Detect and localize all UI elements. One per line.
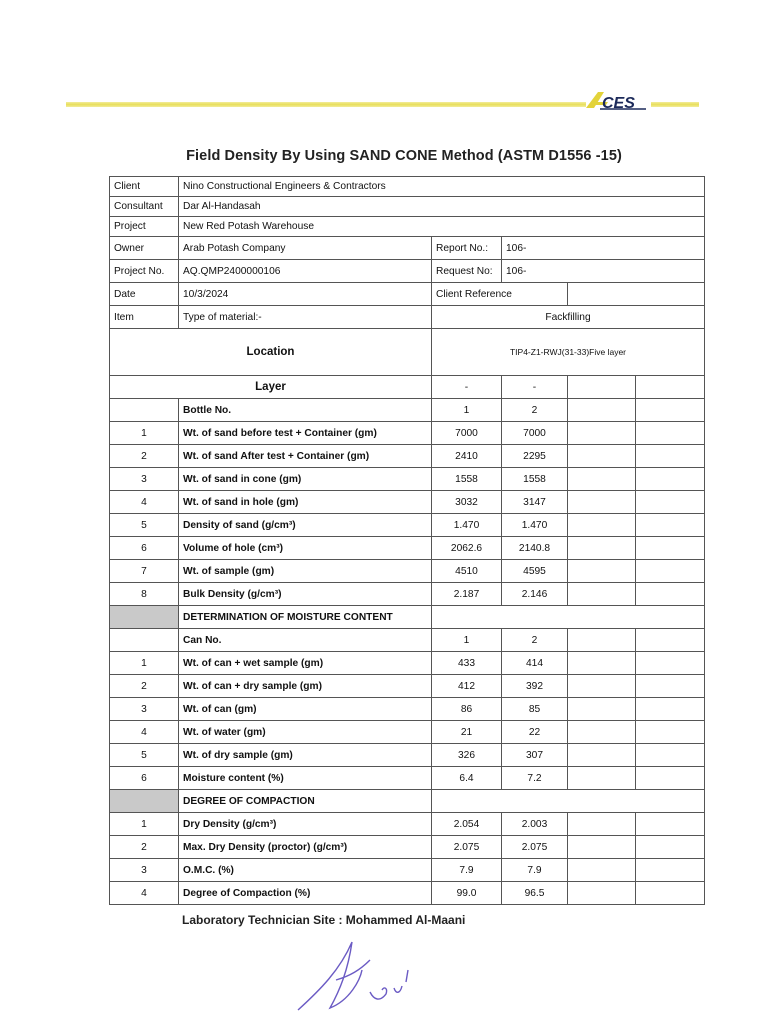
header-rule-right xyxy=(651,102,699,107)
svg-text:CES: CES xyxy=(602,95,635,112)
empty-cell xyxy=(568,514,636,537)
density-value-2: 2295 xyxy=(502,445,568,468)
empty-cell xyxy=(568,629,636,652)
empty-cell xyxy=(636,675,705,698)
moisture-row xyxy=(110,698,705,721)
empty-cell xyxy=(636,629,705,652)
compaction-value-2: 7.9 xyxy=(502,859,568,882)
request-no-value: 106- xyxy=(502,260,705,283)
empty-cell xyxy=(636,698,705,721)
moisture-value-1: 6.4 xyxy=(432,767,502,790)
density-value-2: 2.146 xyxy=(502,583,568,606)
moisture-row xyxy=(110,767,705,790)
report-no-value: 106- xyxy=(502,237,705,260)
shaded-cell xyxy=(110,606,179,629)
compaction-row-label: O.M.C. (%) xyxy=(179,859,432,882)
info-row-owner xyxy=(110,237,705,260)
empty-cell xyxy=(568,859,636,882)
report-no-label: Report No.: xyxy=(432,237,502,260)
moisture-row-label: Wt. of can (gm) xyxy=(179,698,432,721)
density-row-number: 4 xyxy=(110,491,179,514)
density-value-1: 7000 xyxy=(432,422,502,445)
client-ref-label: Client Reference xyxy=(432,283,568,306)
item-label: Item xyxy=(110,306,179,329)
density-row xyxy=(110,445,705,468)
moisture-value-1: 433 xyxy=(432,652,502,675)
density-row-number: 3 xyxy=(110,468,179,491)
results-table xyxy=(109,176,705,905)
bottle-1: 1 xyxy=(432,399,502,422)
info-row-client xyxy=(110,177,705,197)
density-row xyxy=(110,514,705,537)
layer-row xyxy=(110,376,705,399)
empty-cell xyxy=(110,399,179,422)
density-row-label: Density of sand (g/cm³) xyxy=(179,514,432,537)
empty-cell xyxy=(636,491,705,514)
compaction-value-1: 7.9 xyxy=(432,859,502,882)
density-value-2: 4595 xyxy=(502,560,568,583)
technician-line: Laboratory Technician Site : Mohammed Al-Maani xyxy=(182,913,466,927)
bottle-row xyxy=(110,399,705,422)
empty-cell xyxy=(568,468,636,491)
location-row xyxy=(110,329,705,376)
project-value: New Red Potash Warehouse xyxy=(179,217,705,237)
density-value-2: 1558 xyxy=(502,468,568,491)
density-value-1: 2410 xyxy=(432,445,502,468)
density-value-1: 4510 xyxy=(432,560,502,583)
compaction-heading: DEGREE OF COMPACTION xyxy=(179,790,432,813)
compaction-heading-row xyxy=(110,790,705,813)
empty-cell xyxy=(568,744,636,767)
empty-cell xyxy=(636,836,705,859)
project-label: Project xyxy=(110,217,179,237)
density-row-label: Bulk Density (g/cm³) xyxy=(179,583,432,606)
request-no-label: Request No: xyxy=(432,260,502,283)
bottle-label: Bottle No. xyxy=(179,399,432,422)
empty-cell xyxy=(568,675,636,698)
info-row-project xyxy=(110,217,705,237)
info-row-consultant xyxy=(110,197,705,217)
moisture-heading-row xyxy=(110,606,705,629)
compaction-rows xyxy=(110,813,705,905)
compaction-value-2: 2.003 xyxy=(502,813,568,836)
moisture-value-2: 307 xyxy=(502,744,568,767)
empty-cell xyxy=(432,790,705,813)
compaction-value-2: 2.075 xyxy=(502,836,568,859)
density-row-number: 5 xyxy=(110,514,179,537)
moisture-row-number: 5 xyxy=(110,744,179,767)
info-row-date xyxy=(110,283,705,306)
empty-cell xyxy=(568,445,636,468)
density-value-2: 7000 xyxy=(502,422,568,445)
moisture-row-number: 2 xyxy=(110,675,179,698)
empty-cell xyxy=(568,721,636,744)
density-row-label: Wt. of sand in hole (gm) xyxy=(179,491,432,514)
density-value-2: 3147 xyxy=(502,491,568,514)
empty-cell xyxy=(568,376,636,399)
moisture-value-2: 7.2 xyxy=(502,767,568,790)
density-row-label: Wt. of sand After test + Container (gm) xyxy=(179,445,432,468)
density-row xyxy=(110,491,705,514)
compaction-row xyxy=(110,882,705,905)
moisture-row-label: Moisture content (%) xyxy=(179,767,432,790)
empty-cell xyxy=(568,583,636,606)
empty-cell xyxy=(636,744,705,767)
empty-cell xyxy=(636,652,705,675)
density-row xyxy=(110,468,705,491)
moisture-row-number: 3 xyxy=(110,698,179,721)
empty-cell xyxy=(568,537,636,560)
empty-cell xyxy=(636,813,705,836)
compaction-row-number: 3 xyxy=(110,859,179,882)
empty-cell xyxy=(636,514,705,537)
compaction-row-number: 2 xyxy=(110,836,179,859)
client-value: Nino Constructional Engineers & Contractors xyxy=(179,177,705,197)
density-rows xyxy=(110,422,705,606)
location-value: TIP4-Z1-RWJ(31-33)Five layer xyxy=(432,329,705,376)
moisture-value-2: 85 xyxy=(502,698,568,721)
can-row xyxy=(110,629,705,652)
moisture-row-number: 6 xyxy=(110,767,179,790)
moisture-row xyxy=(110,744,705,767)
compaction-value-1: 2.054 xyxy=(432,813,502,836)
bottle-2: 2 xyxy=(502,399,568,422)
density-value-1: 3032 xyxy=(432,491,502,514)
moisture-rows xyxy=(110,652,705,790)
empty-cell xyxy=(636,376,705,399)
compaction-value-2: 96.5 xyxy=(502,882,568,905)
compaction-row-number: 4 xyxy=(110,882,179,905)
density-value-1: 2062.6 xyxy=(432,537,502,560)
client-ref-value xyxy=(568,283,705,306)
empty-cell xyxy=(636,882,705,905)
empty-cell xyxy=(568,836,636,859)
density-row-number: 7 xyxy=(110,560,179,583)
moisture-value-1: 326 xyxy=(432,744,502,767)
consultant-value: Dar Al-Handasah xyxy=(179,197,705,217)
density-row xyxy=(110,583,705,606)
compaction-row xyxy=(110,836,705,859)
can-2: 2 xyxy=(502,629,568,652)
density-value-2: 2140.8 xyxy=(502,537,568,560)
density-row-label: Wt. of sand in cone (gm) xyxy=(179,468,432,491)
empty-cell xyxy=(568,399,636,422)
empty-cell xyxy=(636,537,705,560)
moisture-heading: DETERMINATION OF MOISTURE CONTENT xyxy=(179,606,432,629)
date-label: Date xyxy=(110,283,179,306)
moisture-value-2: 414 xyxy=(502,652,568,675)
density-row-number: 2 xyxy=(110,445,179,468)
info-row-item xyxy=(110,306,705,329)
moisture-row-number: 1 xyxy=(110,652,179,675)
density-row-label: Volume of hole (cm³) xyxy=(179,537,432,560)
empty-cell xyxy=(568,698,636,721)
density-value-1: 1.470 xyxy=(432,514,502,537)
date-value: 10/3/2024 xyxy=(179,283,432,306)
signature xyxy=(290,930,430,1020)
compaction-row-label: Max. Dry Density (proctor) (g/cm³) xyxy=(179,836,432,859)
density-row xyxy=(110,560,705,583)
header-rule xyxy=(66,102,586,107)
compaction-row-label: Dry Density (g/cm³) xyxy=(179,813,432,836)
empty-cell xyxy=(568,767,636,790)
compaction-row xyxy=(110,813,705,836)
compaction-value-1: 2.075 xyxy=(432,836,502,859)
moisture-row-label: Wt. of can + wet sample (gm) xyxy=(179,652,432,675)
type-label: Type of material:- xyxy=(179,306,432,329)
density-row-number: 1 xyxy=(110,422,179,445)
compaction-row xyxy=(110,859,705,882)
moisture-row-number: 4 xyxy=(110,721,179,744)
moisture-row xyxy=(110,721,705,744)
moisture-row-label: Wt. of can + dry sample (gm) xyxy=(179,675,432,698)
moisture-value-2: 22 xyxy=(502,721,568,744)
info-row-project-no xyxy=(110,260,705,283)
compaction-row-label: Degree of Compaction (%) xyxy=(179,882,432,905)
density-value-2: 1.470 xyxy=(502,514,568,537)
density-row-number: 6 xyxy=(110,537,179,560)
density-row xyxy=(110,422,705,445)
empty-cell xyxy=(636,583,705,606)
can-label: Can No. xyxy=(179,629,432,652)
empty-cell xyxy=(568,560,636,583)
empty-cell xyxy=(432,606,705,629)
moisture-value-1: 86 xyxy=(432,698,502,721)
empty-cell xyxy=(636,560,705,583)
location-label: Location xyxy=(110,329,432,376)
empty-cell xyxy=(568,422,636,445)
project-no-label: Project No. xyxy=(110,260,179,283)
moisture-row xyxy=(110,675,705,698)
empty-cell xyxy=(568,882,636,905)
moisture-row-label: Wt. of water (gm) xyxy=(179,721,432,744)
empty-cell xyxy=(568,813,636,836)
client-label: Client xyxy=(110,177,179,197)
layer-value-2: - xyxy=(502,376,568,399)
density-row-label: Wt. of sand before test + Container (gm) xyxy=(179,422,432,445)
moisture-value-1: 412 xyxy=(432,675,502,698)
empty-cell xyxy=(636,721,705,744)
density-row xyxy=(110,537,705,560)
layer-value-1: - xyxy=(432,376,502,399)
page-title: Field Density By Using SAND CONE Method (ASTM D1556 -15) xyxy=(186,148,622,164)
owner-value: Arab Potash Company xyxy=(179,237,432,260)
empty-cell xyxy=(568,652,636,675)
compaction-value-1: 99.0 xyxy=(432,882,502,905)
shaded-cell xyxy=(110,790,179,813)
moisture-row-label: Wt. of dry sample (gm) xyxy=(179,744,432,767)
compaction-row-number: 1 xyxy=(110,813,179,836)
moisture-value-1: 21 xyxy=(432,721,502,744)
empty-cell xyxy=(636,767,705,790)
layer-label: Layer xyxy=(110,376,432,399)
empty-cell xyxy=(636,399,705,422)
empty-cell xyxy=(110,629,179,652)
empty-cell xyxy=(636,468,705,491)
density-value-1: 1558 xyxy=(432,468,502,491)
density-value-1: 2.187 xyxy=(432,583,502,606)
density-row-label: Wt. of sample (gm) xyxy=(179,560,432,583)
empty-cell xyxy=(636,422,705,445)
empty-cell xyxy=(636,859,705,882)
moisture-value-2: 392 xyxy=(502,675,568,698)
empty-cell xyxy=(568,491,636,514)
type-value: Fackfilling xyxy=(432,306,705,329)
can-1: 1 xyxy=(432,629,502,652)
empty-cell xyxy=(636,445,705,468)
project-no-value: AQ.QMP2400000106 xyxy=(179,260,432,283)
consultant-label: Consultant xyxy=(110,197,179,217)
owner-label: Owner xyxy=(110,237,179,260)
aces-logo xyxy=(582,88,652,112)
moisture-row xyxy=(110,652,705,675)
density-row-number: 8 xyxy=(110,583,179,606)
